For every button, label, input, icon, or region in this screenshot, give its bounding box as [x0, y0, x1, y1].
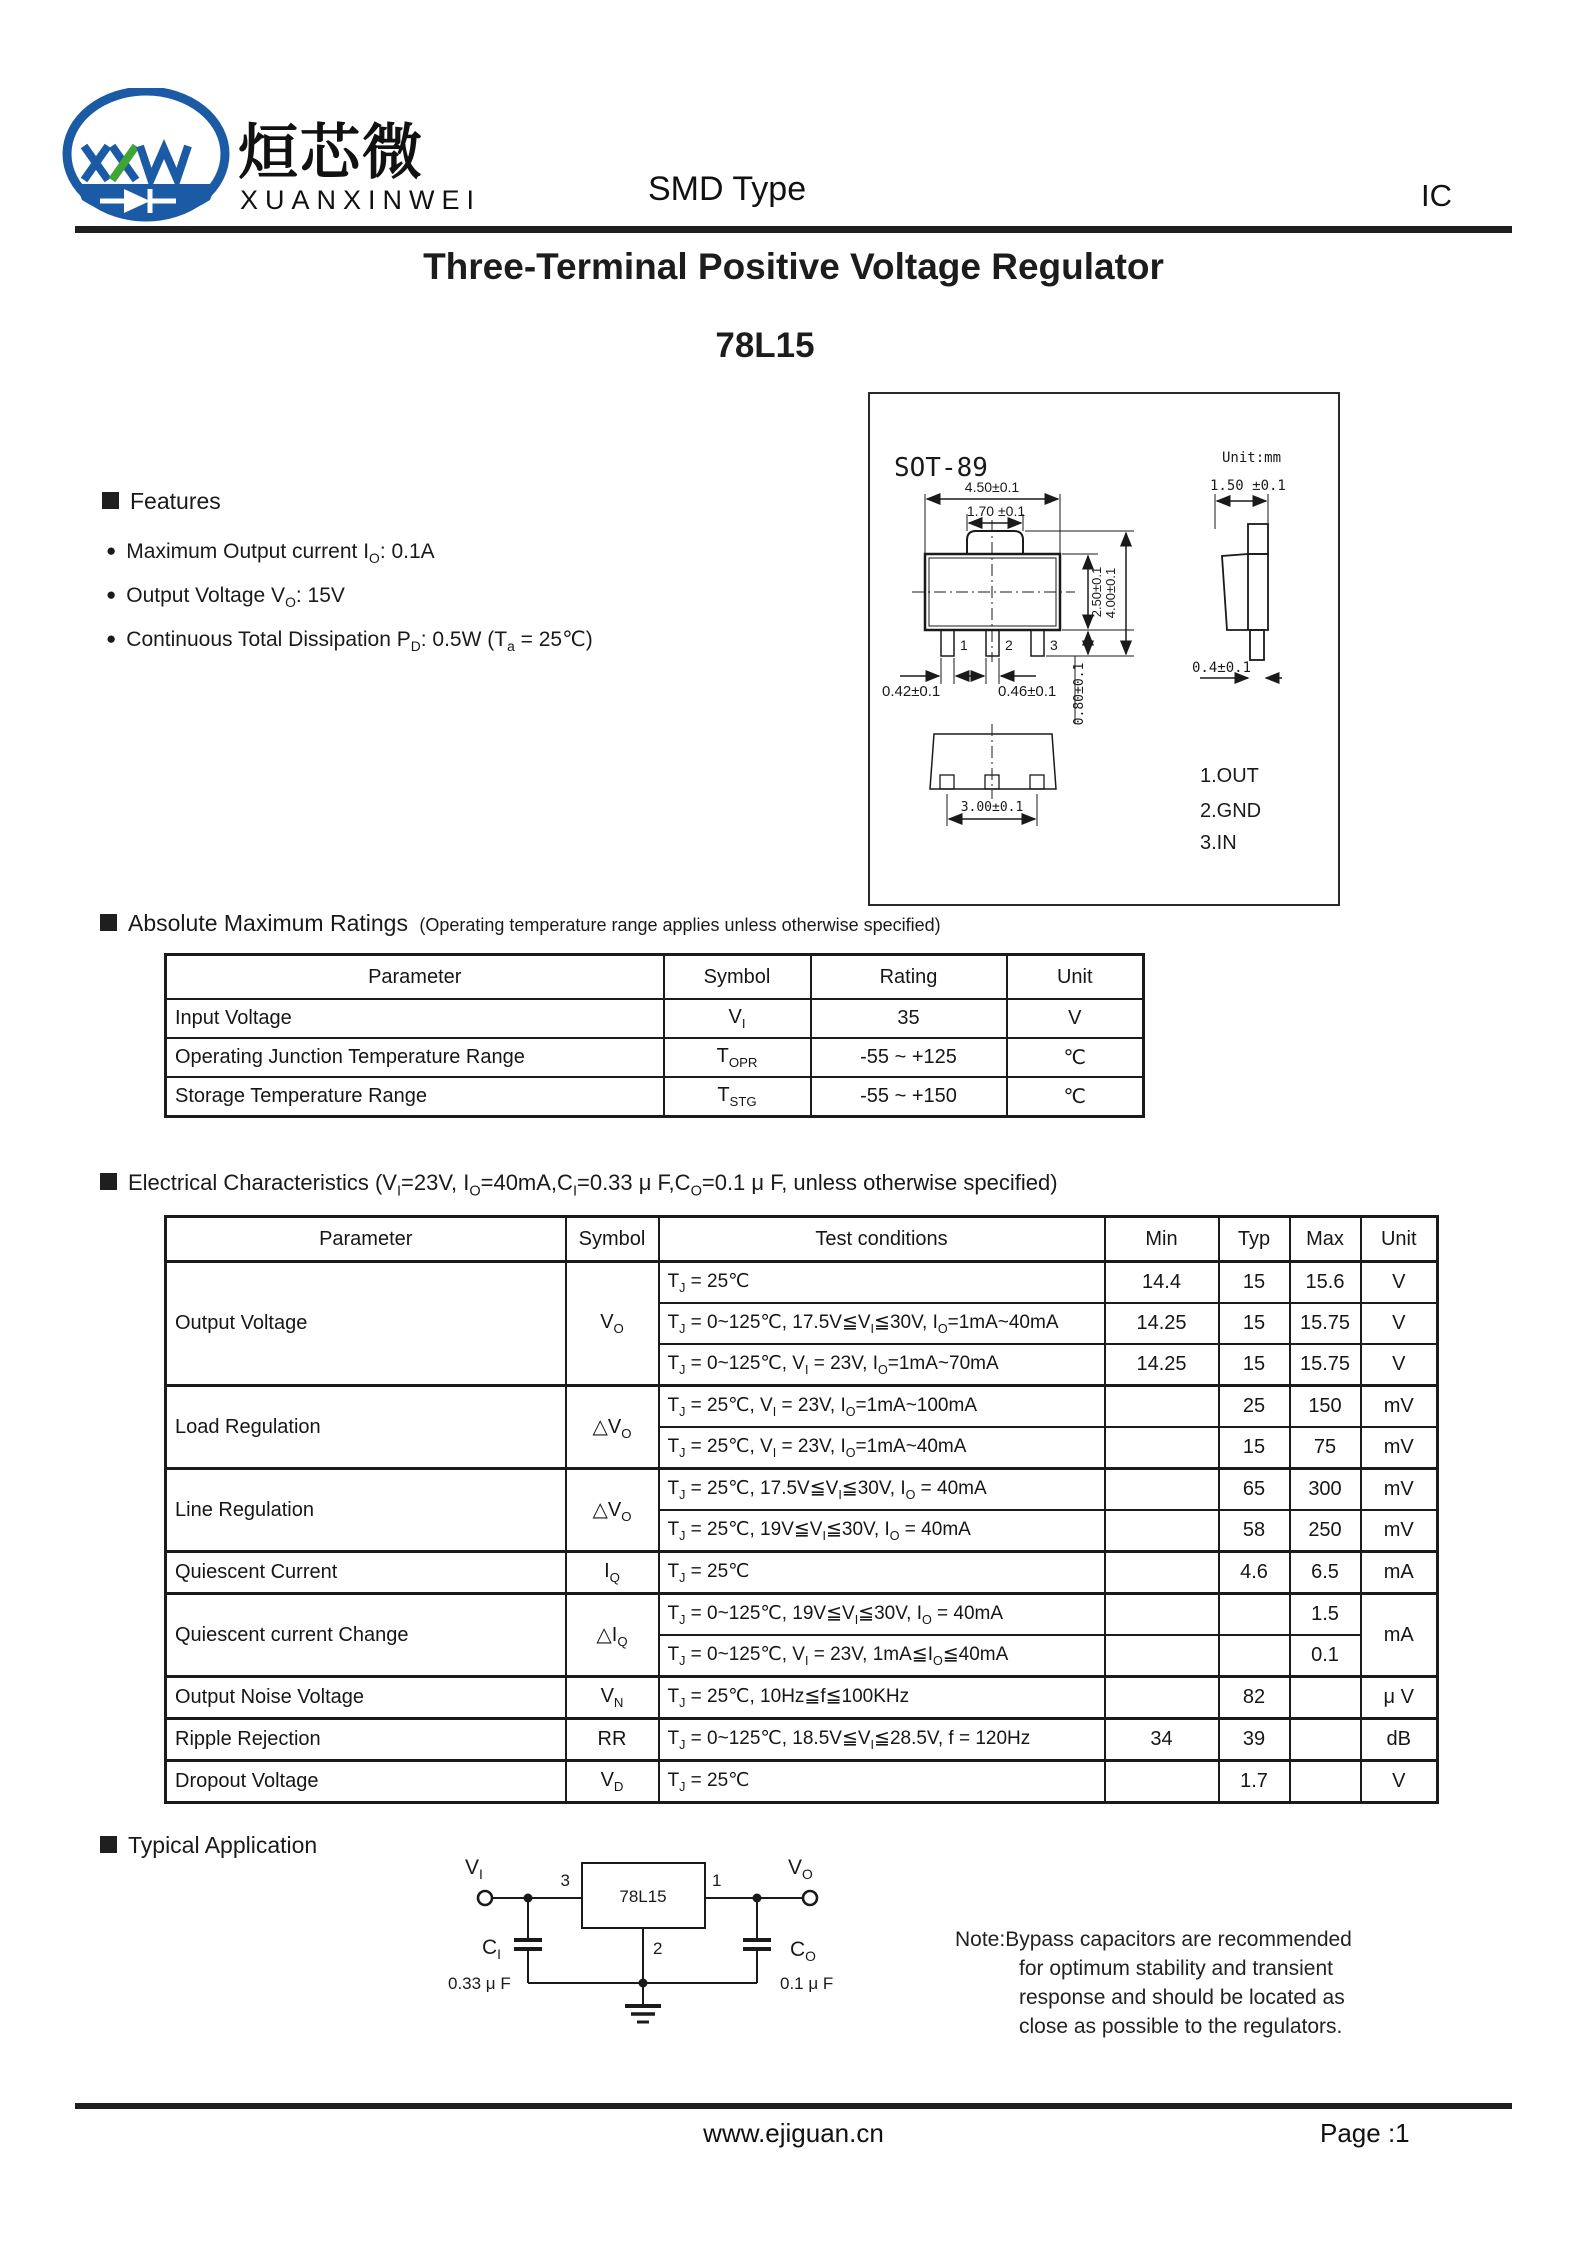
- dim-total-height: 4.00±0.1: [1103, 567, 1118, 619]
- dim-pin-width: 0.42±0.1: [882, 683, 941, 700]
- col-typ: Typ: [1219, 1217, 1290, 1262]
- co-label: $C_O$: [790, 1938, 816, 1965]
- dim-pin-length: 0.80±0.1: [1072, 662, 1087, 726]
- col-unit: Unit: [1361, 1217, 1438, 1262]
- table-row: Input Voltage $V_I$ 35 V: [166, 999, 1144, 1038]
- table-row: $T_J$ = 0~125℃, $17.5V≦V_I≦30V$, $I_O=1mA\sim 40mA$ 14.25 15 15.75 V: [166, 1303, 1438, 1344]
- col-rating: Rating: [811, 955, 1007, 1000]
- col-min: Min: [1105, 1217, 1219, 1262]
- section-marker-icon: [100, 1836, 117, 1853]
- dim-body-height: 2.50±0.1: [1089, 566, 1104, 618]
- circuit-schematic-icon: [440, 1856, 980, 2106]
- table-row: Output Voltage $V_O$ $T_J$ = 25℃ 14.4 15 15.6 V: [166, 1262, 1438, 1304]
- header-ic: IC: [1421, 178, 1452, 213]
- table-header-row: [166, 955, 1144, 1000]
- feature-item: ● Output Voltage $V_O$: 15V: [106, 584, 345, 611]
- ci-label: $C_I$: [482, 1936, 502, 1963]
- pin-number-1: 1: [960, 637, 968, 653]
- table-row: Quiescent Current $I_Q$ $T_J$ = 25℃ 4.6 6.5 mA: [166, 1552, 1438, 1594]
- table-row: $T_J$ = 0~125℃, $V_I = 23V$, $1mA≦I_O≦40mA$ 0.1: [166, 1635, 1438, 1677]
- table-row: Ripple Rejection RR $T_J$ = 0~125℃, $18.5V≦V_I≦28.5V$, f = 120Hz 34 39 dB: [166, 1719, 1438, 1761]
- col-symbol: Symbol: [566, 1217, 659, 1262]
- typical-app-heading: Typical Application: [100, 1832, 317, 1859]
- table-row: $T_J$ = 25℃, $19V≦V_I≦30V$, $I_O = 40mA$ 58 250 mV: [166, 1510, 1438, 1552]
- dim-tab-width: 1.70 ±0.1: [966, 503, 1026, 519]
- company-logo: [60, 88, 232, 224]
- package-outline-drawing-icon: [870, 394, 1336, 902]
- table-row: $T_J$ = 25℃, $V_I = 23V$, $I_O=1mA\sim 40mA$ 15 75 mV: [166, 1427, 1438, 1469]
- chip-label: 78L15: [619, 1887, 667, 1906]
- co-value: 0.1 μ F: [780, 1974, 834, 1993]
- company-name-latin: XUANXINWEI: [240, 185, 482, 215]
- abs-max-heading-note: (Operating temperature range applies unless otherwise specified): [419, 915, 941, 935]
- pin-function-gnd: 2.GND: [1200, 800, 1262, 822]
- unit-label: Unit:mm: [1222, 450, 1282, 466]
- table-row: Dropout Voltage $V_D$ $T_J$ = 25℃ 1.7 V: [166, 1761, 1438, 1803]
- col-symbol: Symbol: [664, 955, 811, 1000]
- col-test-conditions: Test conditions: [659, 1217, 1105, 1262]
- col-unit: Unit: [1007, 955, 1144, 1000]
- chip-pin3-label: 3: [560, 1871, 570, 1890]
- footer-url: www.ejiguan.cn: [703, 2118, 884, 2148]
- table-row: Quiescent current Change $\triangle I_Q$ $T_J$ = 0~125℃, $19V≦V_I≦30V$, $I_O = 40mA$ 1.5 mA: [166, 1594, 1438, 1636]
- col-parameter: Parameter: [166, 1217, 566, 1262]
- abs-max-heading: Absolute Maximum Ratings (Operating temperature range applies unless otherwise specified): [100, 910, 941, 937]
- feature-item: ● Maximum Output current $I_O$: 0.1A: [106, 540, 435, 567]
- pin-number-3: 3: [1050, 637, 1058, 653]
- chip-pin2-label: 2: [653, 1939, 663, 1958]
- application-circuit: [440, 1856, 980, 2106]
- package-name: SOT-89: [894, 453, 988, 483]
- table-row: $T_J$ = 0~125℃, $V_I = 23V$, $I_O=1mA\sim 70mA$ 14.25 15 15.75 V: [166, 1344, 1438, 1386]
- dim-top-width: 4.50±0.1: [964, 479, 1020, 495]
- bullet-icon: ●: [106, 585, 117, 604]
- header-smd-type: SMD Type: [648, 170, 807, 208]
- logo-mark-icon: [60, 88, 232, 224]
- ci-value: 0.33 μ F: [448, 1974, 511, 1993]
- page-title: Three-Terminal Positive Voltage Regulator: [423, 246, 1164, 287]
- header-rule: [75, 226, 1512, 233]
- section-marker-icon: [102, 492, 119, 509]
- application-note: Note:Bypass capacitors are recommended for optimum stability and transient response and should be located as close as possible to the regulators.: [955, 1928, 1352, 2038]
- section-marker-icon: [100, 914, 117, 931]
- vin-label: $V_I$: [465, 1856, 483, 1883]
- dim-lead-thickness: 0.4±0.1: [1192, 660, 1252, 676]
- feature-item: ● Continuous Total Dissipation $P_D$: 0.5W ($T_a$ = 25℃): [106, 628, 593, 655]
- features-heading: Features: [102, 488, 221, 515]
- company-name-chinese: 烜芯微: [238, 119, 424, 186]
- abs-max-table: [164, 953, 1145, 1118]
- vout-label: $V_O$: [788, 1856, 813, 1883]
- chip-pin1-label: 1: [712, 1871, 722, 1890]
- table-row: Load Regulation $\triangle V_O$ $T_J$ = 25℃, $V_I = 23V$, $I_O=1mA\sim 100mA$ 25 150 mV: [166, 1386, 1438, 1428]
- pin-number-2: 2: [1005, 637, 1013, 653]
- col-max: Max: [1290, 1217, 1361, 1262]
- table-row: Operating Junction Temperature Range $T_{OPR}$ -55 ~ +125 ℃: [166, 1038, 1144, 1077]
- dim-bottom-pitch: 3.00±0.1: [960, 800, 1024, 815]
- dim-side-width: 1.50 ±0.1: [1210, 478, 1286, 494]
- bullet-icon: ●: [106, 629, 117, 648]
- table-header-row: [166, 1217, 1438, 1262]
- section-marker-icon: [100, 1173, 117, 1190]
- elec-heading: Electrical Characteristics ($V_I=23V$, $I_O=40mA,C_I=0.33$ μ $F,C_O=0.1$ μ F, unless otherwise specified): [100, 1170, 1058, 1199]
- bullet-icon: ●: [106, 541, 117, 560]
- table-row: Output Noise Voltage $V_N$ $T_J$ = 25℃, 10Hz≦f≦100KHz 82 μ V: [166, 1677, 1438, 1719]
- elec-table: [164, 1215, 1439, 1804]
- footer-page-number: Page :1: [1320, 2118, 1410, 2148]
- package-drawing: [868, 392, 1340, 906]
- col-parameter: Parameter: [166, 955, 664, 1000]
- table-row: Storage Temperature Range $T_{STG}$ -55 ~ +150 ℃: [166, 1077, 1144, 1117]
- dim-pin-gap: 0.46±0.1: [998, 683, 1057, 700]
- table-row: Line Regulation $\triangle V_O$ $T_J$ = 25℃, $17.5V≦V_I≦30V$, $I_O = 40mA$ 65 300 mV: [166, 1469, 1438, 1511]
- part-number: 78L15: [715, 326, 815, 365]
- pin-function-out: 1.OUT: [1200, 765, 1259, 787]
- pin-function-in: 3.IN: [1200, 832, 1237, 854]
- footer-rule: [75, 2103, 1512, 2109]
